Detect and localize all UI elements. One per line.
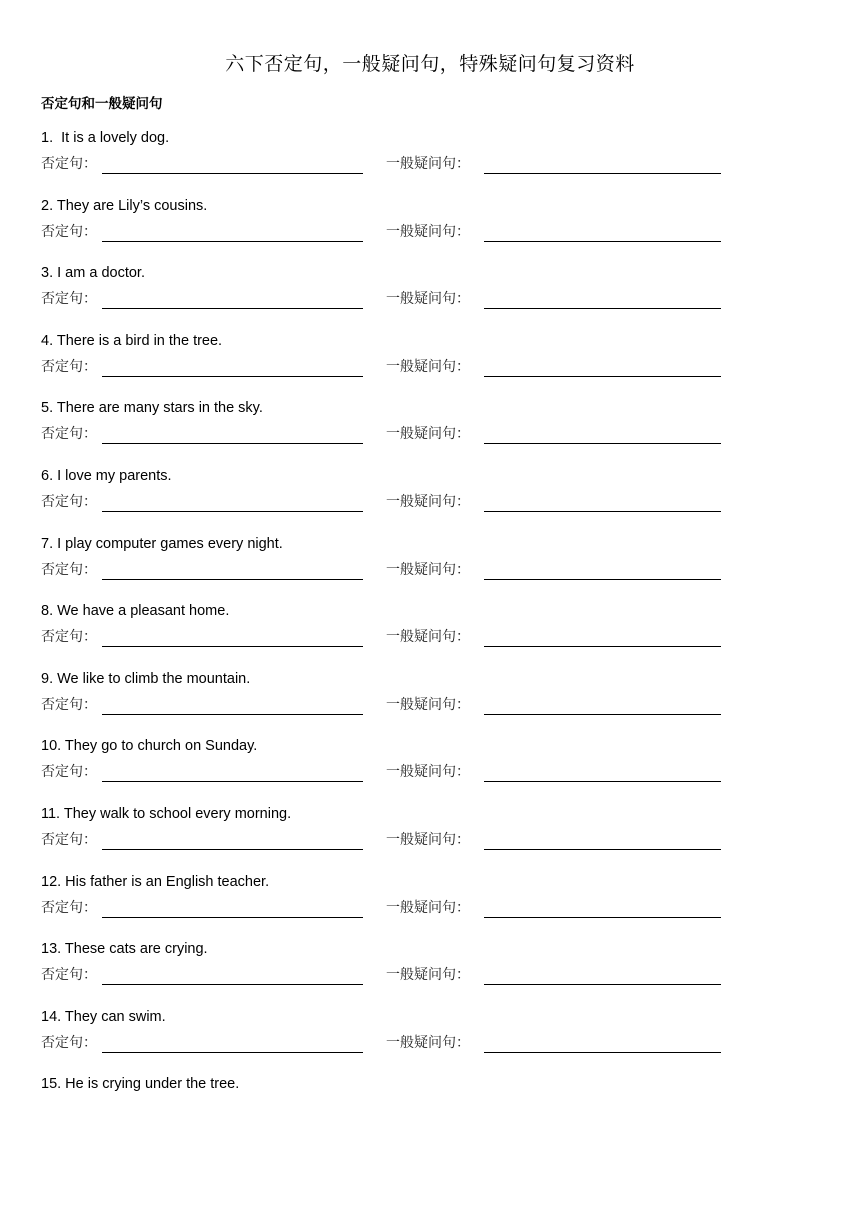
question-answer-blank[interactable]: [484, 241, 721, 242]
exercise-sentence: 8. We have a pleasant home.: [41, 603, 230, 620]
yes-no-question-label: 一般疑问句：: [386, 358, 470, 375]
question-answer-blank[interactable]: [484, 443, 721, 444]
negative-answer-blank[interactable]: [102, 1052, 363, 1053]
negative-sentence-label: 否定句：: [41, 358, 97, 375]
exercise-item: [0, 736, 860, 804]
negative-sentence-label: 否定句：: [41, 967, 97, 984]
yes-no-question-label: 一般疑问句：: [386, 764, 470, 781]
exercise-sentence: 2. They are Lily’s cousins.: [41, 197, 208, 214]
negative-sentence-label: 否定句：: [41, 629, 97, 646]
exercise-sentence: 12. His father is an English teacher.: [41, 873, 270, 890]
exercise-item: [0, 939, 860, 1007]
answer-row: [0, 488, 860, 512]
negative-answer-blank[interactable]: [102, 646, 363, 647]
exercise-sentence: 5. There are many stars in the sky.: [41, 400, 263, 417]
negative-answer-blank[interactable]: [102, 984, 363, 985]
negative-answer-blank[interactable]: [102, 173, 363, 174]
answer-row: [0, 894, 860, 918]
negative-sentence-label: 否定句：: [41, 156, 97, 172]
answer-row: [0, 826, 860, 850]
question-answer-blank[interactable]: [484, 579, 721, 580]
negative-sentence-label: 否定句：: [41, 1034, 97, 1051]
negative-sentence-label: 否定句：: [41, 494, 97, 510]
exercise-item: [0, 669, 860, 737]
exercise-sentence: 11. They walk to school every morning.: [41, 806, 292, 822]
negative-sentence-label: 否定句：: [41, 832, 97, 848]
exercise-sentence: 4. There is a bird in the tree.: [41, 332, 223, 349]
negative-sentence-label: 否定句：: [41, 426, 97, 443]
question-answer-blank[interactable]: [484, 714, 721, 715]
exercise-sentence: 10. They go to church on Sunday.: [41, 738, 258, 755]
section-heading: 否定句和一般疑问句: [41, 96, 163, 112]
exercise-sentence: 9. We like to climb the mountain.: [41, 670, 251, 687]
exercise-item: [0, 1007, 860, 1075]
negative-sentence-label: 否定句：: [41, 561, 97, 578]
yes-no-question-label: 一般疑问句：: [386, 832, 470, 848]
answer-row: [0, 420, 860, 444]
question-answer-blank[interactable]: [484, 1052, 721, 1053]
exercise-sentence: 7. I play computer games every night.: [41, 535, 283, 552]
negative-sentence-label: 否定句：: [41, 764, 97, 781]
yes-no-question-label: 一般疑问句：: [386, 1034, 470, 1051]
negative-sentence-label: 否定句：: [41, 696, 97, 713]
exercise-sentence: 6. I love my parents.: [41, 468, 172, 484]
negative-answer-blank[interactable]: [102, 849, 363, 850]
negative-sentence-label: 否定句：: [41, 291, 97, 308]
yes-no-question-label: 一般疑问句：: [386, 426, 470, 443]
answer-row: [0, 1029, 860, 1053]
exercise-sentence: 14. They can swim.: [41, 1008, 166, 1025]
question-answer-blank[interactable]: [484, 917, 721, 918]
yes-no-question-label: 一般疑问句：: [386, 899, 470, 916]
negative-answer-blank[interactable]: [102, 917, 363, 918]
yes-no-question-label: 一般疑问句：: [386, 561, 470, 578]
answer-row: [0, 758, 860, 782]
negative-answer-blank[interactable]: [102, 714, 363, 715]
page-title: 六下否定句，一般疑问句，特殊疑问句复习资料: [225, 53, 635, 75]
exercise-item: [0, 128, 860, 196]
question-answer-blank[interactable]: [484, 308, 721, 309]
answer-row: [0, 285, 860, 309]
question-answer-blank[interactable]: [484, 646, 721, 647]
negative-sentence-label: 否定句：: [41, 899, 97, 916]
exercise-item: [0, 601, 860, 669]
question-answer-blank[interactable]: [484, 781, 721, 782]
question-answer-blank[interactable]: [484, 849, 721, 850]
negative-answer-blank[interactable]: [102, 579, 363, 580]
exercise-item: [0, 331, 860, 399]
exercise-sentence: 15. He is crying under the tree.: [41, 1076, 240, 1093]
question-answer-blank[interactable]: [484, 511, 721, 512]
yes-no-question-label: 一般疑问句：: [386, 494, 470, 510]
negative-answer-blank[interactable]: [102, 308, 363, 309]
yes-no-question-label: 一般疑问句：: [386, 291, 470, 308]
answer-row: [0, 353, 860, 377]
answer-row: [0, 150, 860, 174]
negative-answer-blank[interactable]: [102, 241, 363, 242]
negative-sentence-label: 否定句：: [41, 223, 97, 240]
exercise-item: [0, 804, 860, 872]
exercise-sentence: 1. It is a lovely dog.: [41, 130, 170, 146]
exercise-item: [0, 1074, 860, 1142]
answer-row: [0, 556, 860, 580]
question-answer-blank[interactable]: [484, 173, 721, 174]
yes-no-question-label: 一般疑问句：: [386, 156, 470, 172]
answer-row: [0, 961, 860, 985]
negative-answer-blank[interactable]: [102, 376, 363, 377]
answer-row: [0, 623, 860, 647]
answer-row: [0, 218, 860, 242]
exercise-item: [0, 466, 860, 534]
exercise-item: [0, 398, 860, 466]
exercise-sentence: 3. I am a doctor.: [41, 265, 145, 282]
exercise-item: [0, 534, 860, 602]
negative-answer-blank[interactable]: [102, 781, 363, 782]
negative-answer-blank[interactable]: [102, 511, 363, 512]
negative-answer-blank[interactable]: [102, 443, 363, 444]
yes-no-question-label: 一般疑问句：: [386, 696, 470, 713]
yes-no-question-label: 一般疑问句：: [386, 629, 470, 646]
answer-row: [0, 691, 860, 715]
exercise-item: [0, 196, 860, 264]
exercise-item: [0, 872, 860, 940]
yes-no-question-label: 一般疑问句：: [386, 223, 470, 240]
exercise-item: [0, 263, 860, 331]
question-answer-blank[interactable]: [484, 376, 721, 377]
question-answer-blank[interactable]: [484, 984, 721, 985]
yes-no-question-label: 一般疑问句：: [386, 967, 470, 984]
exercise-sentence: 13. These cats are crying.: [41, 941, 208, 958]
